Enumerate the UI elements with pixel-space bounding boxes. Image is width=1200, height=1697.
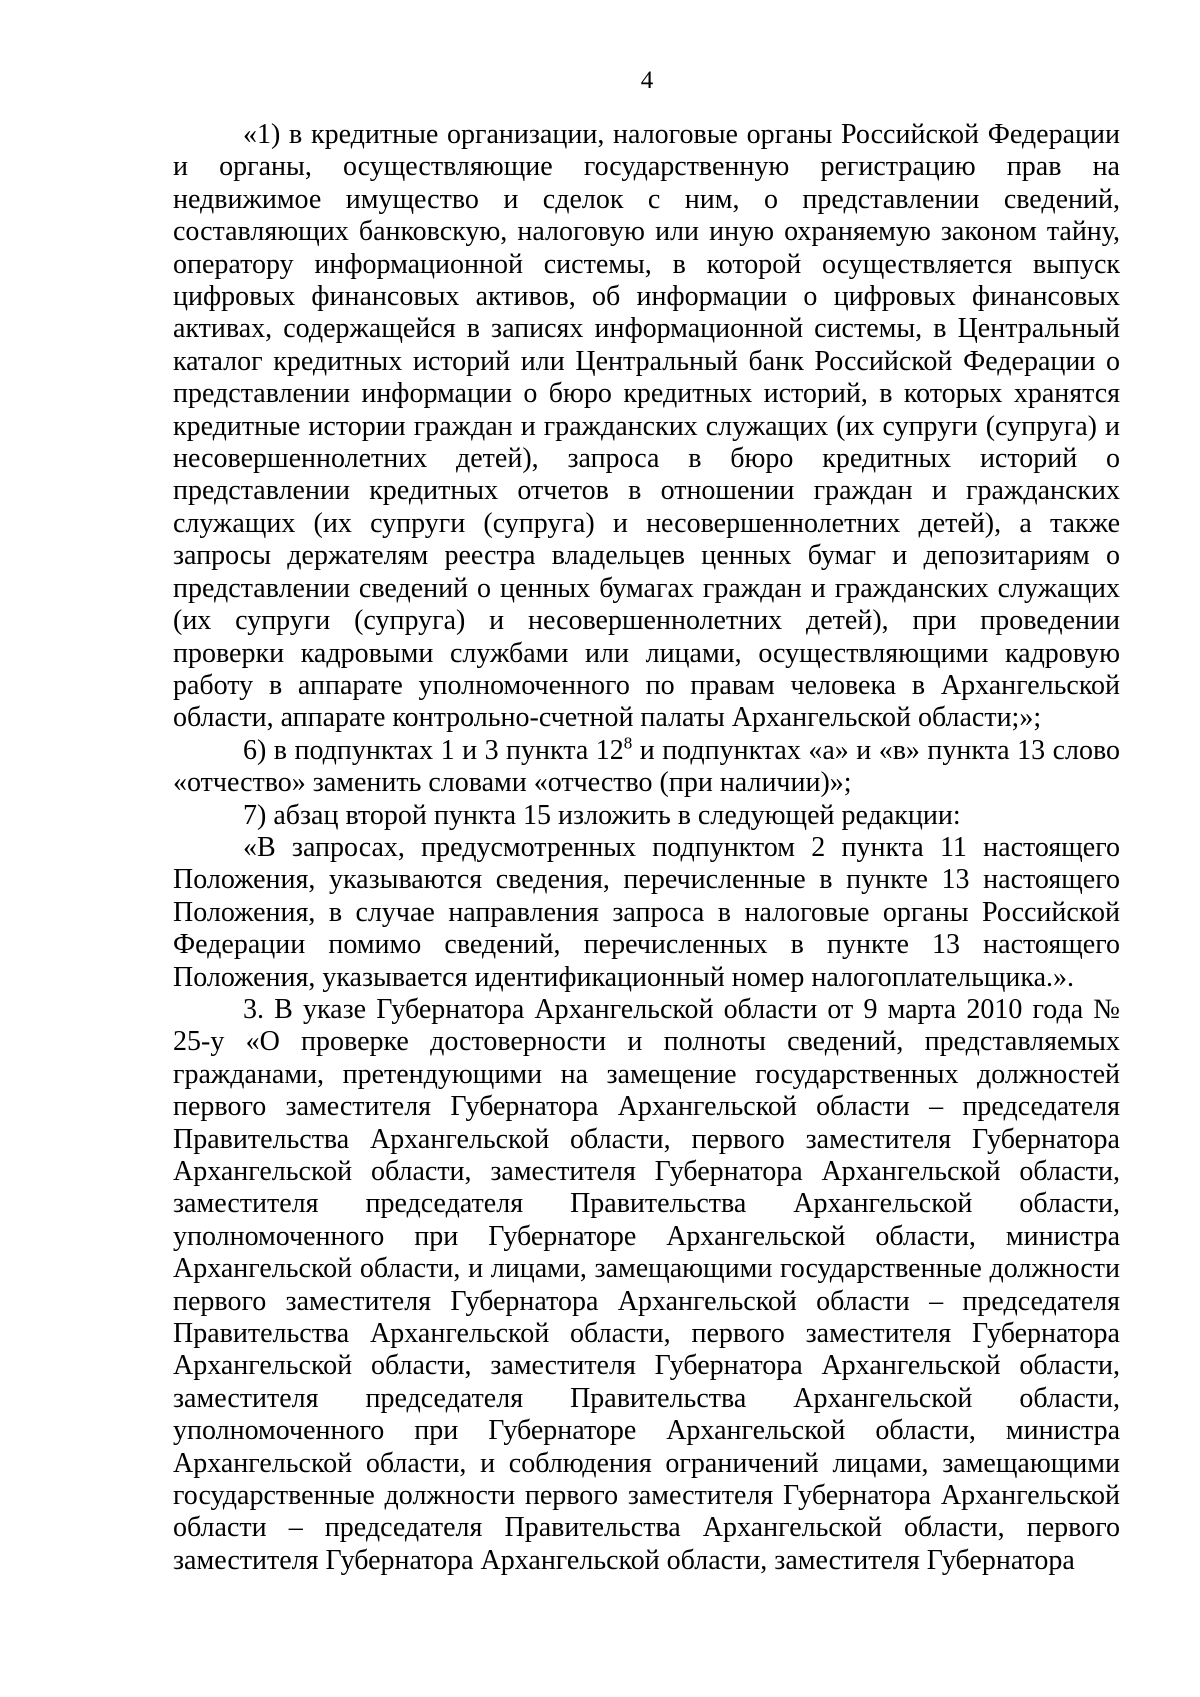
page-number: 4: [640, 67, 654, 94]
paragraph-item-6: [173, 735, 1120, 800]
paragraph-quote: «В запросах, предусмотренных подпунктом 2 пункта 11 настоящего Положения, указываются сведения, перечисленные в пункте 13 настоящего Положения, в случае направления запроса в налоговые органы Российской Федерации помимо сведений, перечисленных в пункте 13 настоящего Положения, указывается идентификационный номер налогоплательщика.».: [173, 831, 1120, 993]
paragraph-section-3: 3. В указе Губернатора Архангельской области от 9 марта 2010 года № 25-у «О проверке достоверности и полноты сведений, представляемых гражданами, претендующими на замещение государственных должностей первого заместителя Губернатора Архангельской области – председателя Правительства Архангельской области, первого заместителя Губернатора Архангельской области, заместителя Губернатора Архангельской области, заместителя председателя Правительства Архангельской области, уполномоченного при Губернаторе Архангельской области, министра Архангельской области, и лицами, замещающими государственные должности первого заместителя Губернатора Архангельской области – председателя Правительства Архангельской области, первого заместителя Губернатора Архангельской области, заместителя Губернатора Архангельской области, заместителя председателя Правительства Архангельской области, уполномоченного при Губернаторе Архангельской области, министра Архангельской области, и соблюдения ограничений лицами, замещающими государственные должности первого заместителя Губернатора Архангельской области – председателя Правительства Архангельской области, первого заместителя Губернатора Архангельской области, заместителя Губернатора: [173, 993, 1120, 1576]
superscript-8: 8: [623, 733, 633, 753]
paragraph-item-1: «1) в кредитные организации, налоговые органы Российской Федерации и органы, осуществляющие государственную регистрацию прав на недвижимое имущество и сделок с ним, о представлении сведений, составляющих банковскую, налоговую или иную охраняемую законом тайну, оператору информационной системы, в которой осуществляется выпуск цифровых финансовых активов, об информации о цифровых финансовых активах, содержащейся в записях информационной системы, в Центральный каталог кредитных историй или Центральный банк Российской Федерации о представлении информации о бюро кредитных историй, в которых хранятся кредитные истории граждан и гражданских служащих (их супруги (супруга) и несовершеннолетних детей), запроса в бюро кредитных историй о представлении кредитных отчетов в отношении граждан и гражданских служащих (их супруги (супруга) и несовершеннолетних детей), а также запросы держателям реестра владельцев ценных бумаг и депозитариям о представлении сведений о ценных бумагах граждан и гражданских служащих (их супруги (супруга) и несовершеннолетних детей), при проведении проверки кадровыми службами или лицами, осуществляющими кадровую работу в аппарате уполномоченного по правам человека в Архангельской области, аппарате контрольно-счетной палаты Архангельской области;»;: [173, 119, 1120, 734]
paragraph-item-6-after: и подпунктах «а» и «в» пункта 13 слово «отчество» заменить словами «отчество (при наличии)»;: [173, 734, 1120, 799]
paragraph-item-6-before: 6) в подпунктах 1 и 3 пункта 12: [243, 734, 624, 766]
paragraph-item-7: 7) абзац второй пункта 15 изложить в следующей редакции:: [243, 799, 961, 831]
document-body: [173, 119, 1120, 1577]
